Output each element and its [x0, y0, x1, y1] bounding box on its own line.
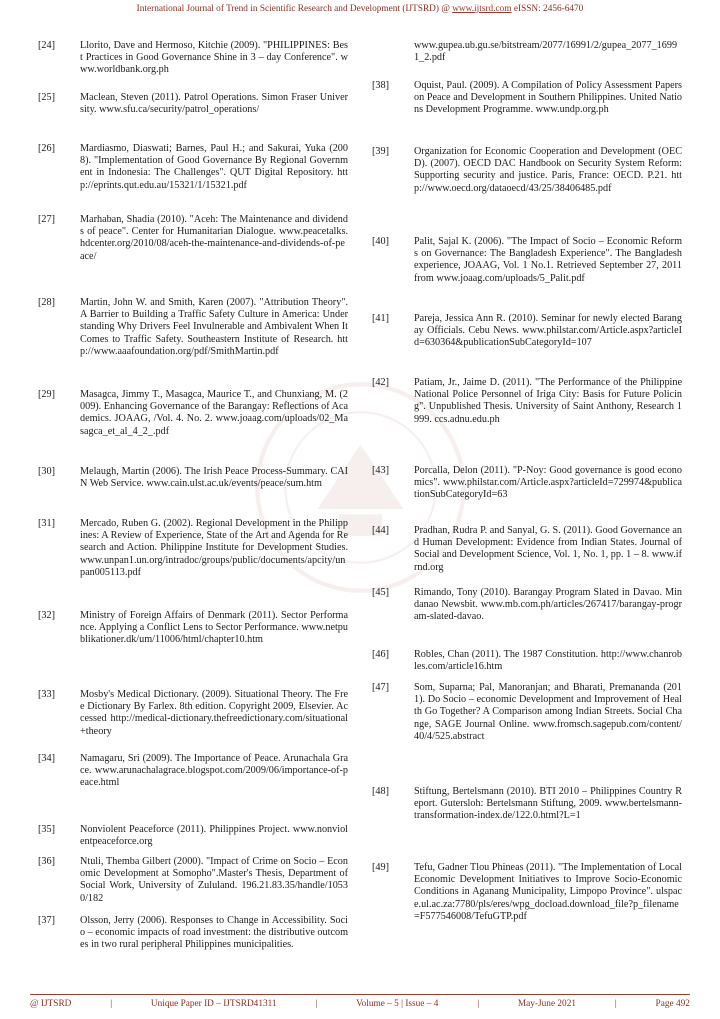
- reference-text: Namagaru, Sri (2009). The Importance of Peace. Arunachala Grace. www.arunachalagrace.blogspot.com/2009/06/importance-of-peace.html: [80, 753, 348, 789]
- reference-number: [25]: [38, 92, 55, 103]
- reference-number: [39]: [372, 146, 389, 157]
- reference-text: Pareja, Jessica Ann R. (2010). Seminar for newly elected Barangay Officials. Cebu News. www.philstar.com/Article.aspx?articleId=630364&publicationSubCategoryId=107: [414, 313, 682, 349]
- reference-number: [41]: [372, 313, 389, 324]
- reference-text: Marhaban, Shadia (2010). "Aceh: The Maintenance and dividends of peace". Center for Humanitarian Dialogue. www.peacetalks.hdcenter.org/2010/08/aceh-the-maintenance-and-dividends-of-peace/: [80, 214, 348, 262]
- reference-number: [24]: [38, 40, 55, 51]
- reference-text: Tefu, Gadner Tlou Phineas (2011). "The Implementation of Local Economic Development Initiatives to Improve Socio-Economic Conditions in Aganang Municipality, Limpopo Province". ulspace.ul.ac.za:7780/pls/eres/wpg_docload.download_file?p_filename=F577546008/TefuGTP.pdf: [414, 862, 682, 922]
- footer-separator: |: [110, 999, 113, 1009]
- reference-text: Palit, Sajal K. (2006). "The Impact of Socio – Economic Reforms on Governance: The Bangladesh Experience". The Bangladesh experience, JOAAG, Vol. 1 No.1. Retrieved September 27, 2011 from www.joaag.com/uploads/5_Palit.pdf: [414, 236, 682, 284]
- reference-number: [27]: [38, 214, 55, 225]
- reference-number: [45]: [372, 587, 389, 598]
- reference-number: [40]: [372, 236, 389, 247]
- reference-text: Rimando, Tony (2010). Barangay Program Slated in Davao. Mindanao Newsbit. www.mb.com.ph/articles/267417/barangay-program-slated-davao.: [414, 587, 682, 623]
- reference-number: [49]: [372, 862, 389, 873]
- reference-number: [28]: [38, 297, 55, 308]
- footer-journal: @ IJTSRD: [30, 999, 72, 1009]
- footer-volume: Volume – 5 | Issue – 4: [356, 999, 439, 1009]
- reference-number: [31]: [38, 518, 55, 529]
- reference-number: [44]: [372, 525, 389, 536]
- reference-text: Stiftung, Bertelsmann (2010). BTI 2010 – Philippines Country Report. Gutersloh: Bertelsmann Stiftung, 2009. www.bertelsmann-transformation-index.de/122.0.html?L=1: [414, 786, 682, 822]
- footer-paper-id: Unique Paper ID – IJTSRD41311: [150, 999, 277, 1009]
- reference-number: [36]: [38, 856, 55, 867]
- footer-rule: [30, 994, 690, 995]
- reference-text: Pradhan, Rudra P. and Sanyal, G. S. (2011). Good Governance and Human Development: Evidence from Indian States. Journal of Social and Development Science, Vol. 1, No. 1, pp. 1 – 8. www.ifrnd.org: [414, 525, 682, 573]
- reference-number: [42]: [372, 377, 389, 388]
- reference-number: [35]: [38, 824, 55, 835]
- reference-text: Masagca, Jimmy T., Masagca, Maurice T., and Chunxiang, M. (2009). Enhancing Governance of the Barangay: Reflections of Academics. JOAAG, /Vol. 4. No. 2. www.joaag.com/uploads/02_Masagca_et_al_4_2_.pdf: [80, 389, 348, 437]
- header-issn: eISSN: 2456-6470: [513, 4, 584, 14]
- reference-text: Oquist, Paul. (2009). A Compilation of Policy Assessment Papers on Peace and Development in Southern Philippines. United Nations Development Programme. www.undp.org.ph: [414, 80, 682, 116]
- reference-number: [46]: [372, 649, 389, 660]
- reference-text: www.gupea.ub.gu.se/bitstream/2077/16991/2/gupea_2077_16991_2.pdf: [414, 40, 678, 64]
- reference-text: Organization for Economic Cooperation and Development (OECD). (2007). OECD DAC Handbook on Security System Reform: Supporting security and justice. Paris, France: OECD. P.21. http://www.oecd.org/dataoecd/43/25/38406485.pdf: [414, 146, 682, 194]
- reference-text: Ntuli, Themba Gilbert (2000). "Impact of Crime on Socio – Economic Development at Somopho".Master's Thesis, Department of Social Work, University of Zululand. 196.21.83.35/handle/10530/182: [80, 856, 348, 904]
- footer-date: May-June 2021: [517, 999, 577, 1009]
- reference-number: [34]: [38, 753, 55, 764]
- reference-text: Llorito, Dave and Hermoso, Kitchie (2009). "PHILIPPINES: Best Practices in Good Governance Shine in 3 – day Conference". www.worldbank.org.ph: [80, 40, 348, 76]
- footer-page: Page 492: [655, 999, 690, 1009]
- reference-number: [26]: [38, 143, 55, 154]
- reference-text: Nonviolent Peaceforce (2011). Philippines Project. www.nonviolentpeaceforce.org: [80, 824, 348, 848]
- reference-text: Mosby's Medical Dictionary. (2009). Situational Theory. The Free Dictionary By Farlex. 8th edition. Copyright 2009, Elsevier. Accessed http://medical-dictionary.thefreedictionary.com/situational+theory: [80, 689, 348, 737]
- footer-separator: |: [315, 999, 318, 1009]
- reference-number: [32]: [38, 610, 55, 621]
- reference-text: Mardiasmo, Diaswati; Barnes, Paul H.; and Sakurai, Yuka (2008). "Implementation of Good Governance By Regional Government in Indonesia: The Challenges". QUT Digital Repository. http://eprints.qut.edu.au/15321/1/15321.pdf: [80, 143, 348, 191]
- reference-text: Som, Suparna; Pal, Manoranjan; and Bharati, Premananda (2011). Do Socio – economic Development and Improvement of Health Go Together? A Comparison among Indian Streets. Social Change, SAGE Journal Online. www.fromsch.sagepub.com/content/40/4/525.abstract: [414, 682, 682, 742]
- reference-text: Olsson, Jerry (2006). Responses to Change in Accessibility. Socio – economic impacts of road investment: the distributive outcomes in two rural peripheral Philippines municipalities.: [80, 915, 348, 951]
- footer-separator: |: [614, 999, 617, 1009]
- reference-number: [48]: [372, 786, 389, 797]
- reference-text: Robles, Chan (2011). The 1987 Constitution. http://www.chanrobles.com/article16.htm: [414, 649, 682, 673]
- reference-text: Mercado, Ruben G. (2002). Regional Development in the Philippines: A Review of Experience, State of the Art and Agenda for Research and Action. Philippine Institute for Development Studies. www.unpan1.un.org/intradoc/groups/public/documents/apcity/unpan005113.pdf: [80, 518, 348, 578]
- reference-number: [43]: [372, 465, 389, 476]
- reference-text: Patiam, Jr., Jaime D. (2011). "The Performance of the Philippine National Police Personnel of Iriga City: Basis for Future Policing". Unpublished Thesis. University of Saint Anthony, Research 1999. ccs.adnu.edu.ph: [414, 377, 682, 425]
- header-link[interactable]: www.ijtsrd.com: [452, 4, 512, 14]
- reference-number: [38]: [372, 80, 389, 91]
- reference-number: [37]: [38, 915, 55, 926]
- header-text: International Journal of Trend in Scientific Research and Development (IJTSRD) @: [136, 4, 450, 14]
- page-footer: [30, 999, 690, 1009]
- reference-text: Porcalla, Delon (2011). "P-Noy: Good governance is good economics". www.philstar.com/Article.aspx?articleId=729974&publicationSubCategoryId=63: [414, 465, 682, 501]
- running-header: [0, 4, 720, 14]
- footer-separator: |: [477, 999, 480, 1009]
- reference-text: Melaugh, Martin (2006). The Irish Peace Process-Summary. CAIN Web Service. www.cain.ulst.ac.uk/events/peace/sum.htm: [80, 466, 348, 490]
- reference-number: [47]: [372, 682, 389, 693]
- reference-text: Martin, John W. and Smith, Karen (2007). "Attribution Theory". A Barrier to Building a Traffic Safety Culture in America: Understanding Why Drivers Feel Invulnerable and Ambivalent When It Comes to Traffic Safety. Southeastern Institute of Research. http://www.aaafoundation.org/pdf/SmithMartin.pdf: [80, 297, 348, 357]
- reference-number: [30]: [38, 466, 55, 477]
- reference-text: Ministry of Foreign Affairs of Denmark (2011). Sector Performance. Applying a Conflict Lens to Sector Performance. www.netpublikationer.dk/um/11006/html/chapter10.htm: [80, 610, 348, 646]
- reference-text: Maclean, Steven (2011). Patrol Operations. Simon Fraser University. www.sfu.ca/security/patrol_operations/: [80, 92, 348, 116]
- reference-number: [33]: [38, 689, 55, 700]
- reference-number: [29]: [38, 389, 55, 400]
